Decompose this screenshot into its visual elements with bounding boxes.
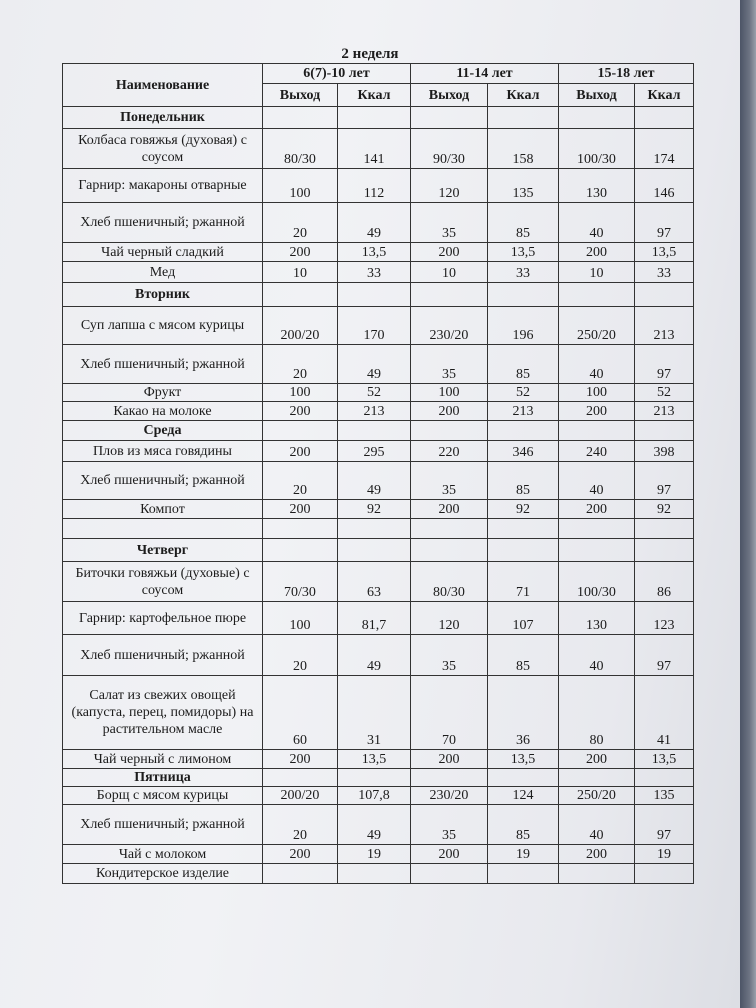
- kcal-value: 346: [488, 441, 559, 462]
- kcal-value: 170: [338, 307, 411, 345]
- menu-item-row: [63, 750, 694, 769]
- output-value: 35: [411, 635, 488, 676]
- kcal-value: [635, 864, 694, 884]
- empty-cell: [263, 519, 338, 539]
- output-value: 200: [411, 500, 488, 519]
- kcal-value: 213: [635, 307, 694, 345]
- output-value: 200: [263, 441, 338, 462]
- output-value: 130: [559, 169, 635, 203]
- kcal-value: 19: [635, 845, 694, 864]
- menu-item-row: [63, 345, 694, 384]
- output-value: 200: [411, 750, 488, 769]
- kcal-value: 49: [338, 635, 411, 676]
- output-value: 35: [411, 345, 488, 384]
- kcal-value: 158: [488, 129, 559, 169]
- output-value: 200: [411, 845, 488, 864]
- output-value: 70/30: [263, 562, 338, 602]
- empty-cell: [488, 107, 559, 129]
- output-value: 200/20: [263, 787, 338, 805]
- kcal-value: 92: [488, 500, 559, 519]
- output-value: 200: [559, 845, 635, 864]
- output-value: 20: [263, 203, 338, 243]
- empty-cell: [488, 283, 559, 307]
- day-row: [63, 769, 694, 787]
- kcal-value: 107,8: [338, 787, 411, 805]
- menu-item-row: [63, 635, 694, 676]
- output-value: 40: [559, 635, 635, 676]
- kcal-value: 13,5: [488, 750, 559, 769]
- empty-cell: [488, 539, 559, 562]
- empty-cell: [635, 107, 694, 129]
- menu-item-row: [63, 262, 694, 283]
- header-kcal: Ккал: [488, 84, 559, 107]
- output-value: 200: [559, 750, 635, 769]
- kcal-value: 36: [488, 676, 559, 750]
- kcal-value: 213: [635, 402, 694, 421]
- output-value: 100: [263, 169, 338, 203]
- empty-cell: [559, 769, 635, 787]
- kcal-value: 85: [488, 805, 559, 845]
- output-value: [263, 864, 338, 884]
- kcal-value: 135: [635, 787, 694, 805]
- output-value: 10: [411, 262, 488, 283]
- kcal-value: 71: [488, 562, 559, 602]
- output-value: 35: [411, 462, 488, 500]
- output-value: 100/30: [559, 129, 635, 169]
- empty-cell: [338, 519, 411, 539]
- menu-item-row: [63, 129, 694, 169]
- output-value: 120: [411, 169, 488, 203]
- empty-cell: [338, 107, 411, 129]
- header-name: Наименование: [63, 64, 263, 107]
- dish-name: Чай черный сладкий: [63, 243, 263, 262]
- kcal-value: 13,5: [635, 750, 694, 769]
- kcal-value: 92: [338, 500, 411, 519]
- empty-cell: [338, 421, 411, 441]
- empty-cell: [411, 769, 488, 787]
- output-value: 35: [411, 805, 488, 845]
- output-value: 130: [559, 602, 635, 635]
- output-value: 200: [263, 500, 338, 519]
- kcal-value: 85: [488, 203, 559, 243]
- menu-item-row: [63, 805, 694, 845]
- output-value: 200: [263, 845, 338, 864]
- empty-cell: [488, 769, 559, 787]
- output-value: 250/20: [559, 787, 635, 805]
- output-value: 40: [559, 805, 635, 845]
- menu-item-row: [63, 203, 694, 243]
- output-value: 10: [559, 262, 635, 283]
- empty-cell: [635, 539, 694, 562]
- menu-item-row: [63, 402, 694, 421]
- empty-row: [63, 519, 694, 539]
- kcal-value: [488, 864, 559, 884]
- dish-name: Плов из мяса говядины: [63, 441, 263, 462]
- day-label: Вторник: [63, 283, 263, 307]
- empty-cell: [63, 519, 263, 539]
- output-value: 230/20: [411, 307, 488, 345]
- output-value: 20: [263, 462, 338, 500]
- menu-item-row: [63, 845, 694, 864]
- empty-cell: [635, 769, 694, 787]
- kcal-value: [338, 864, 411, 884]
- empty-cell: [338, 769, 411, 787]
- output-value: 40: [559, 462, 635, 500]
- kcal-value: 52: [635, 384, 694, 402]
- empty-cell: [338, 539, 411, 562]
- kcal-value: 49: [338, 805, 411, 845]
- kcal-value: 81,7: [338, 602, 411, 635]
- empty-cell: [263, 421, 338, 441]
- output-value: 200: [263, 750, 338, 769]
- output-value: 200: [559, 402, 635, 421]
- empty-cell: [411, 539, 488, 562]
- output-value: 120: [411, 602, 488, 635]
- output-value: 10: [263, 262, 338, 283]
- kcal-value: 52: [488, 384, 559, 402]
- output-value: 40: [559, 203, 635, 243]
- kcal-value: 49: [338, 345, 411, 384]
- empty-cell: [411, 107, 488, 129]
- output-value: 70: [411, 676, 488, 750]
- header-kcal: Ккал: [635, 84, 694, 107]
- dish-name: Суп лапша с мясом курицы: [63, 307, 263, 345]
- kcal-value: 41: [635, 676, 694, 750]
- dish-name: Какао на молоке: [63, 402, 263, 421]
- empty-cell: [488, 519, 559, 539]
- empty-cell: [263, 769, 338, 787]
- dish-name: Хлеб пшеничный; ржанной: [63, 345, 263, 384]
- empty-cell: [263, 539, 338, 562]
- kcal-value: 85: [488, 345, 559, 384]
- output-value: [559, 864, 635, 884]
- dish-name: Борщ с мясом курицы: [63, 787, 263, 805]
- header-age-group: 11-14 лет: [411, 64, 559, 84]
- kcal-value: 13,5: [338, 750, 411, 769]
- empty-cell: [263, 107, 338, 129]
- output-value: 90/30: [411, 129, 488, 169]
- output-value: 200/20: [263, 307, 338, 345]
- output-value: 200: [559, 500, 635, 519]
- kcal-value: 31: [338, 676, 411, 750]
- empty-cell: [559, 421, 635, 441]
- output-value: 200: [559, 243, 635, 262]
- empty-cell: [338, 283, 411, 307]
- day-row: [63, 539, 694, 562]
- menu-item-row: [63, 307, 694, 345]
- kcal-value: 398: [635, 441, 694, 462]
- kcal-value: 19: [338, 845, 411, 864]
- output-value: 200: [263, 402, 338, 421]
- kcal-value: 196: [488, 307, 559, 345]
- header-output: Выход: [411, 84, 488, 107]
- empty-cell: [411, 421, 488, 441]
- output-value: [411, 864, 488, 884]
- kcal-value: 141: [338, 129, 411, 169]
- day-row: [63, 283, 694, 307]
- output-value: 100/30: [559, 562, 635, 602]
- kcal-value: 85: [488, 462, 559, 500]
- menu-item-row: [63, 243, 694, 262]
- kcal-value: 97: [635, 462, 694, 500]
- dish-name: Хлеб пшеничный; ржанной: [63, 203, 263, 243]
- menu-item-row: [63, 169, 694, 203]
- dish-name: Компот: [63, 500, 263, 519]
- output-value: 240: [559, 441, 635, 462]
- dish-name: Хлеб пшеничный; ржанной: [63, 805, 263, 845]
- day-row: [63, 107, 694, 129]
- header-kcal: Ккал: [338, 84, 411, 107]
- dish-name: Фрукт: [63, 384, 263, 402]
- menu-item-row: [63, 500, 694, 519]
- kcal-value: 213: [338, 402, 411, 421]
- empty-cell: [411, 519, 488, 539]
- kcal-value: 97: [635, 203, 694, 243]
- menu-item-row: [63, 384, 694, 402]
- dish-name: Салат из свежих овощей (капуста, перец, помидоры) на растительном масле: [63, 676, 263, 750]
- kcal-value: 13,5: [488, 243, 559, 262]
- output-value: 100: [263, 384, 338, 402]
- menu-table: [62, 63, 694, 884]
- output-value: 100: [263, 602, 338, 635]
- empty-cell: [635, 421, 694, 441]
- output-value: 230/20: [411, 787, 488, 805]
- page-edge: [740, 0, 756, 1008]
- menu-item-row: [63, 462, 694, 500]
- day-label: Понедельник: [63, 107, 263, 129]
- empty-cell: [559, 107, 635, 129]
- kcal-value: 112: [338, 169, 411, 203]
- kcal-value: 97: [635, 805, 694, 845]
- menu-item-row: [63, 676, 694, 750]
- menu-body: [63, 107, 694, 884]
- empty-cell: [488, 421, 559, 441]
- menu-item-row: [63, 602, 694, 635]
- output-value: 35: [411, 203, 488, 243]
- empty-cell: [559, 539, 635, 562]
- kcal-value: 13,5: [635, 243, 694, 262]
- empty-cell: [559, 283, 635, 307]
- day-label: Среда: [63, 421, 263, 441]
- kcal-value: 63: [338, 562, 411, 602]
- dish-name: Колбаса говяжья (духовая) с соусом: [63, 129, 263, 169]
- kcal-value: 33: [635, 262, 694, 283]
- output-value: 200: [411, 243, 488, 262]
- dish-name: Гарнир: картофельное пюре: [63, 602, 263, 635]
- header-output: Выход: [263, 84, 338, 107]
- kcal-value: 295: [338, 441, 411, 462]
- kcal-value: 123: [635, 602, 694, 635]
- day-label: Четверг: [63, 539, 263, 562]
- output-value: 200: [263, 243, 338, 262]
- empty-cell: [635, 519, 694, 539]
- menu-item-row: [63, 787, 694, 805]
- day-label: Пятница: [63, 769, 263, 787]
- output-value: 250/20: [559, 307, 635, 345]
- dish-name: Хлеб пшеничный; ржанной: [63, 462, 263, 500]
- empty-cell: [411, 283, 488, 307]
- kcal-value: 49: [338, 203, 411, 243]
- menu-item-row: [63, 441, 694, 462]
- output-value: 20: [263, 805, 338, 845]
- kcal-value: 97: [635, 345, 694, 384]
- kcal-value: 135: [488, 169, 559, 203]
- kcal-value: 213: [488, 402, 559, 421]
- output-value: 200: [411, 402, 488, 421]
- dish-name: Гарнир: макароны отварные: [63, 169, 263, 203]
- header-output: Выход: [559, 84, 635, 107]
- kcal-value: 86: [635, 562, 694, 602]
- kcal-value: 49: [338, 462, 411, 500]
- menu-item-row: [63, 864, 694, 884]
- output-value: 20: [263, 635, 338, 676]
- output-value: 40: [559, 345, 635, 384]
- kcal-value: 174: [635, 129, 694, 169]
- empty-cell: [635, 283, 694, 307]
- kcal-value: 33: [338, 262, 411, 283]
- output-value: 220: [411, 441, 488, 462]
- header-age-group: 15-18 лет: [559, 64, 694, 84]
- output-value: 80: [559, 676, 635, 750]
- kcal-value: 146: [635, 169, 694, 203]
- dish-name: Чай с молоком: [63, 845, 263, 864]
- output-value: 80/30: [411, 562, 488, 602]
- dish-name: Биточки говяжьи (духовые) с соусом: [63, 562, 263, 602]
- output-value: 20: [263, 345, 338, 384]
- menu-item-row: [63, 562, 694, 602]
- dish-name: Хлеб пшеничный; ржанной: [63, 635, 263, 676]
- day-row: [63, 421, 694, 441]
- dish-name: Кондитерское изделие: [63, 864, 263, 884]
- empty-cell: [559, 519, 635, 539]
- empty-cell: [263, 283, 338, 307]
- header-age-group: 6(7)-10 лет: [263, 64, 411, 84]
- kcal-value: 124: [488, 787, 559, 805]
- kcal-value: 19: [488, 845, 559, 864]
- kcal-value: 85: [488, 635, 559, 676]
- output-value: 100: [559, 384, 635, 402]
- kcal-value: 107: [488, 602, 559, 635]
- kcal-value: 13,5: [338, 243, 411, 262]
- kcal-value: 33: [488, 262, 559, 283]
- dish-name: Мед: [63, 262, 263, 283]
- output-value: 60: [263, 676, 338, 750]
- kcal-value: 52: [338, 384, 411, 402]
- output-value: 80/30: [263, 129, 338, 169]
- page-title: 2 неделя: [341, 46, 399, 62]
- kcal-value: 92: [635, 500, 694, 519]
- output-value: 100: [411, 384, 488, 402]
- dish-name: Чай черный с лимоном: [63, 750, 263, 769]
- kcal-value: 97: [635, 635, 694, 676]
